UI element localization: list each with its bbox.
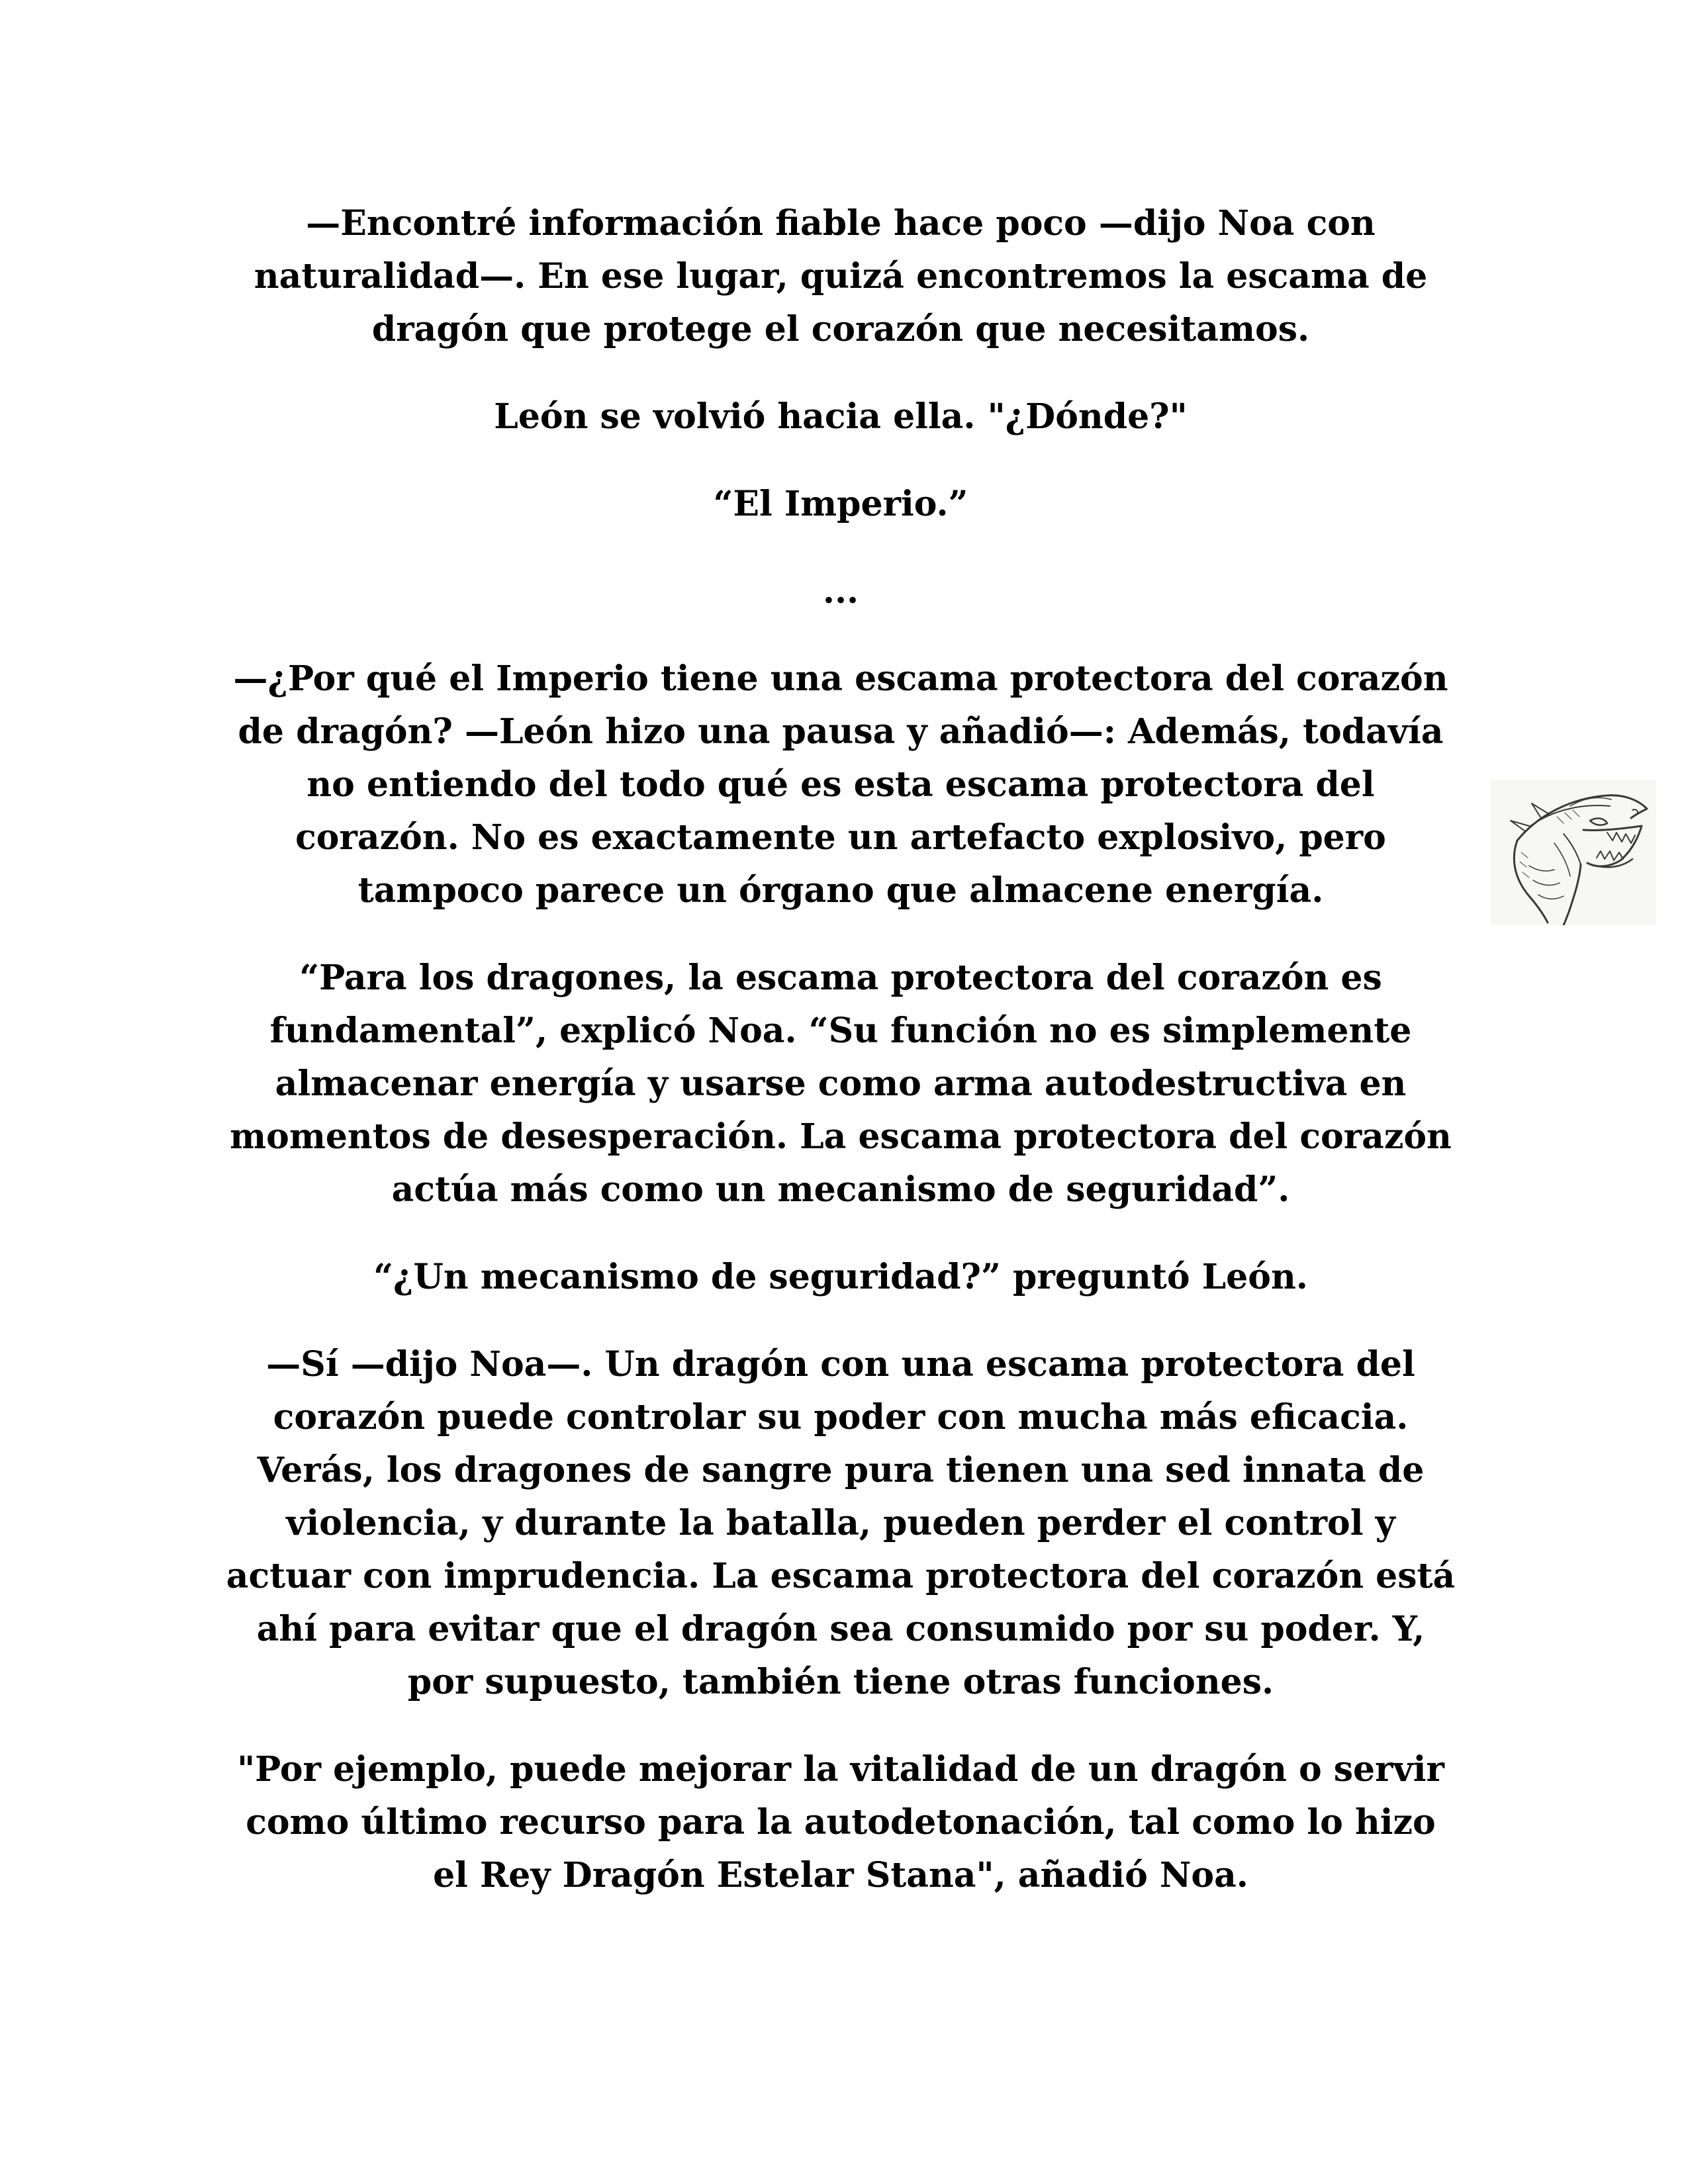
paragraph-1: —Encontré información fiable hace poco —dijo Noa con naturalidad—. En ese lugar, quizá encontremos la escama de dragón que protege el corazón que necesitamos. xyxy=(254,203,1428,349)
paragraph-4: —¿Por qué el Imperio tiene una escama protectora del corazón de dragón? —León hizo una pausa y añadió—: Además, todavía no entiendo del todo qué es esta escama protectora del corazón. No es exactamente un artefacto explosivo, pero tampoco parece un órgano que almacene energía. xyxy=(233,659,1448,911)
story-text xyxy=(225,197,1456,1936)
scene-break: ... xyxy=(822,571,859,612)
paragraph-3: “El Imperio.” xyxy=(713,484,968,524)
paragraph-8: "Por ejemplo, puede mejorar la vitalidad de un dragón o servir como último recurso para la autodetonación, tal como lo hizo el Rey Dragón Estelar Stana", añadió Noa. xyxy=(237,1749,1444,1895)
paragraph-6: “¿Un mecanismo de seguridad?” preguntó León. xyxy=(373,1257,1308,1297)
paragraph-5: “Para los dragones, la escama protectora del corazón es fundamental”, explicó Noa. “Su función no es simplemente almacenar energía y usarse como arma autodestructiva en momentos de desesperación. La escama protectora del corazón actúa más como un mecanismo de seguridad”. xyxy=(230,958,1452,1210)
paragraph-2: León se volvió hacia ella. "¿Dónde?" xyxy=(494,396,1188,437)
paragraph-7: —Sí —dijo Noa—. Un dragón con una escama protectora del corazón puede controlar su poder con mucha más eficacia. Verás, los dragones de sangre pura tienen una sed innata de violencia, y durante la batalla, pueden perder el control y actuar con imprudencia. La escama protectora del corazón está ahí para evitar que el dragón sea consumido por su poder. Y, por supuesto, también tiene otras funciones. xyxy=(226,1344,1456,1702)
dragon-head-sketch-icon xyxy=(1491,780,1656,925)
